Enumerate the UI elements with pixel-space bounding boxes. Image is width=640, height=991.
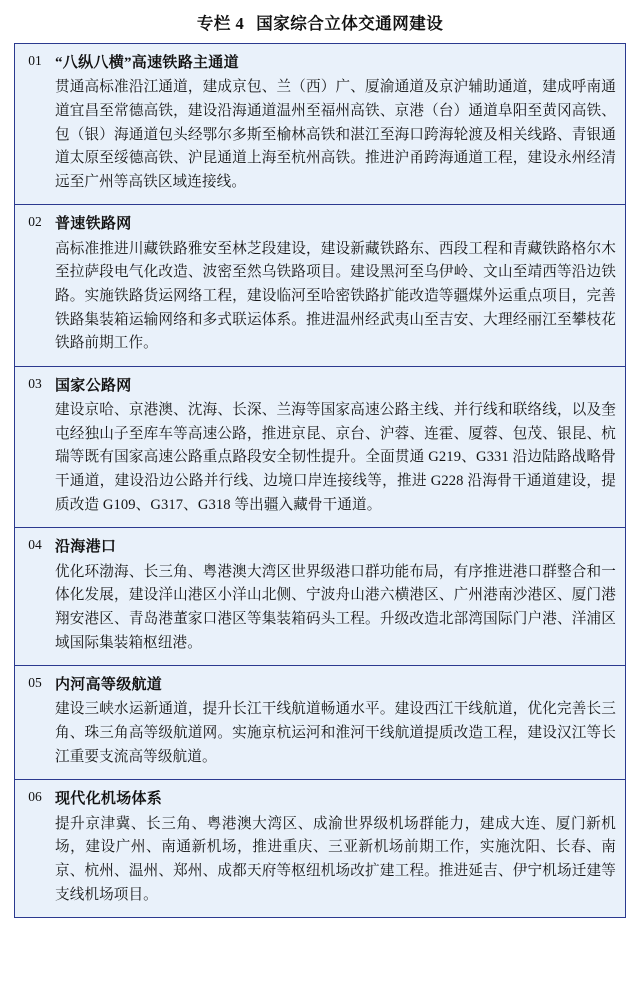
- row-title: 现代化机场体系: [55, 791, 163, 808]
- row-number: 04: [15, 528, 56, 666]
- row-number: 05: [15, 666, 56, 780]
- row-body: [55, 44, 626, 205]
- row-number: 03: [15, 366, 56, 527]
- row-body: [55, 528, 626, 666]
- box-title-text: 国家综合立体交通网建设: [256, 14, 444, 33]
- row-number: 02: [15, 205, 56, 366]
- row-text: 建设三峡水运新通道，提升长江干线航道畅通水平。建设西江干线航道，优化完善长三角、珠三角高等级航道网。实施京杭运河和淮河干线航道提质改造工程，建设汉江等长江重要支流高等级航道。: [55, 701, 616, 765]
- box-label: 专栏 4: [196, 14, 245, 33]
- row-body: [55, 666, 626, 780]
- table-row: [15, 366, 626, 527]
- row-title: 国家公路网: [55, 377, 132, 394]
- page-title: [0, 0, 640, 43]
- row-text: 高标准推进川藏铁路雅安至林芝段建设，建设新藏铁路东、西段工程和青藏铁路格尔木至拉萨段电气化改造、波密至然乌铁路项目。建设黑河至乌伊岭、文山至靖西等沿边铁路。实施铁路货运网络工程，建设临河至哈密铁路扩能改造等疆煤外运重点项目，完善铁路集装箱运输网络和多式联运体系。推进温州经武夷山至吉安、大理经丽江至攀枝花铁路前期工作。: [55, 240, 616, 352]
- row-text: 贯通高标准沿江通道，建成京包、兰（西）广、厦渝通道及京沪辅助通道，建成呼南通道宜昌至常德高铁，建设沿海通道温州至福州高铁、京港（台）通道阜阳至黄冈高铁、包（银）海通道包头经鄂尔多斯至榆林高铁和湛江至海口跨海轮渡及相关线路、青银通道太原至绥德高铁、沪昆通道上海至杭州高铁。推进沪甬跨海通道工程，建设永州经清远至广州等高铁区域连接线。: [55, 79, 616, 190]
- row-text: 建设京哈、京港澳、沈海、长深、兰海等国家高速公路主线、并行线和联络线，以及奎屯经独山子至库车等高速公路，推进京昆、京台、沪蓉、连霍、厦蓉、包茂、银昆、杭瑞等既有国家高速公路重点路段安全韧性提升。全面贯通 G219、G331 沿边陆路战略骨干通道，建设沿边公路并行线、边境口岸连接线等，推进 G228 沿海骨干通道建设，提质改造 G109、G317、G318 等出疆入藏骨干通道。: [55, 402, 616, 513]
- row-body: [55, 205, 626, 366]
- row-number: 01: [28, 53, 42, 68]
- row-text: 优化环渤海、长三角、粤港澳大湾区世界级港口群功能布局，有序推进港口群整合和一体化发展，建设洋山港区小洋山北侧、宁波舟山港六横港区、广州港南沙港区、厦门港翔安港区、青岛港董家口港区等集装箱码头工程。升级改造北部湾国际门户港、洋浦区域国际集装箱枢纽港。: [55, 563, 616, 651]
- row-title: 普速铁路网: [55, 216, 132, 233]
- row-title: 沿海港口: [55, 539, 117, 556]
- row-number: 06: [15, 780, 56, 918]
- row-text: 提升京津冀、长三角、粤港澳大湾区、成渝世界级机场群能力，建成大连、厦门新机场，建设广州、南通新机场，推进重庆、三亚新机场前期工作，实施沈阳、长春、南京、杭州、温州、郑州、成都天府等枢纽机场改扩建工程。推进延吉、伊宁机场迁建等支线机场项目。: [55, 815, 616, 903]
- row-title: “八纵八横”高速铁路主通道: [55, 55, 239, 71]
- content-table: [14, 43, 626, 918]
- table-row: [15, 666, 626, 780]
- row-body: [55, 366, 626, 527]
- table-row: [15, 205, 626, 366]
- row-body: [55, 780, 626, 918]
- row-title: 内河高等级航道: [55, 677, 163, 694]
- table-row: [15, 44, 626, 205]
- table-row: [15, 780, 626, 918]
- table-row: [15, 528, 626, 666]
